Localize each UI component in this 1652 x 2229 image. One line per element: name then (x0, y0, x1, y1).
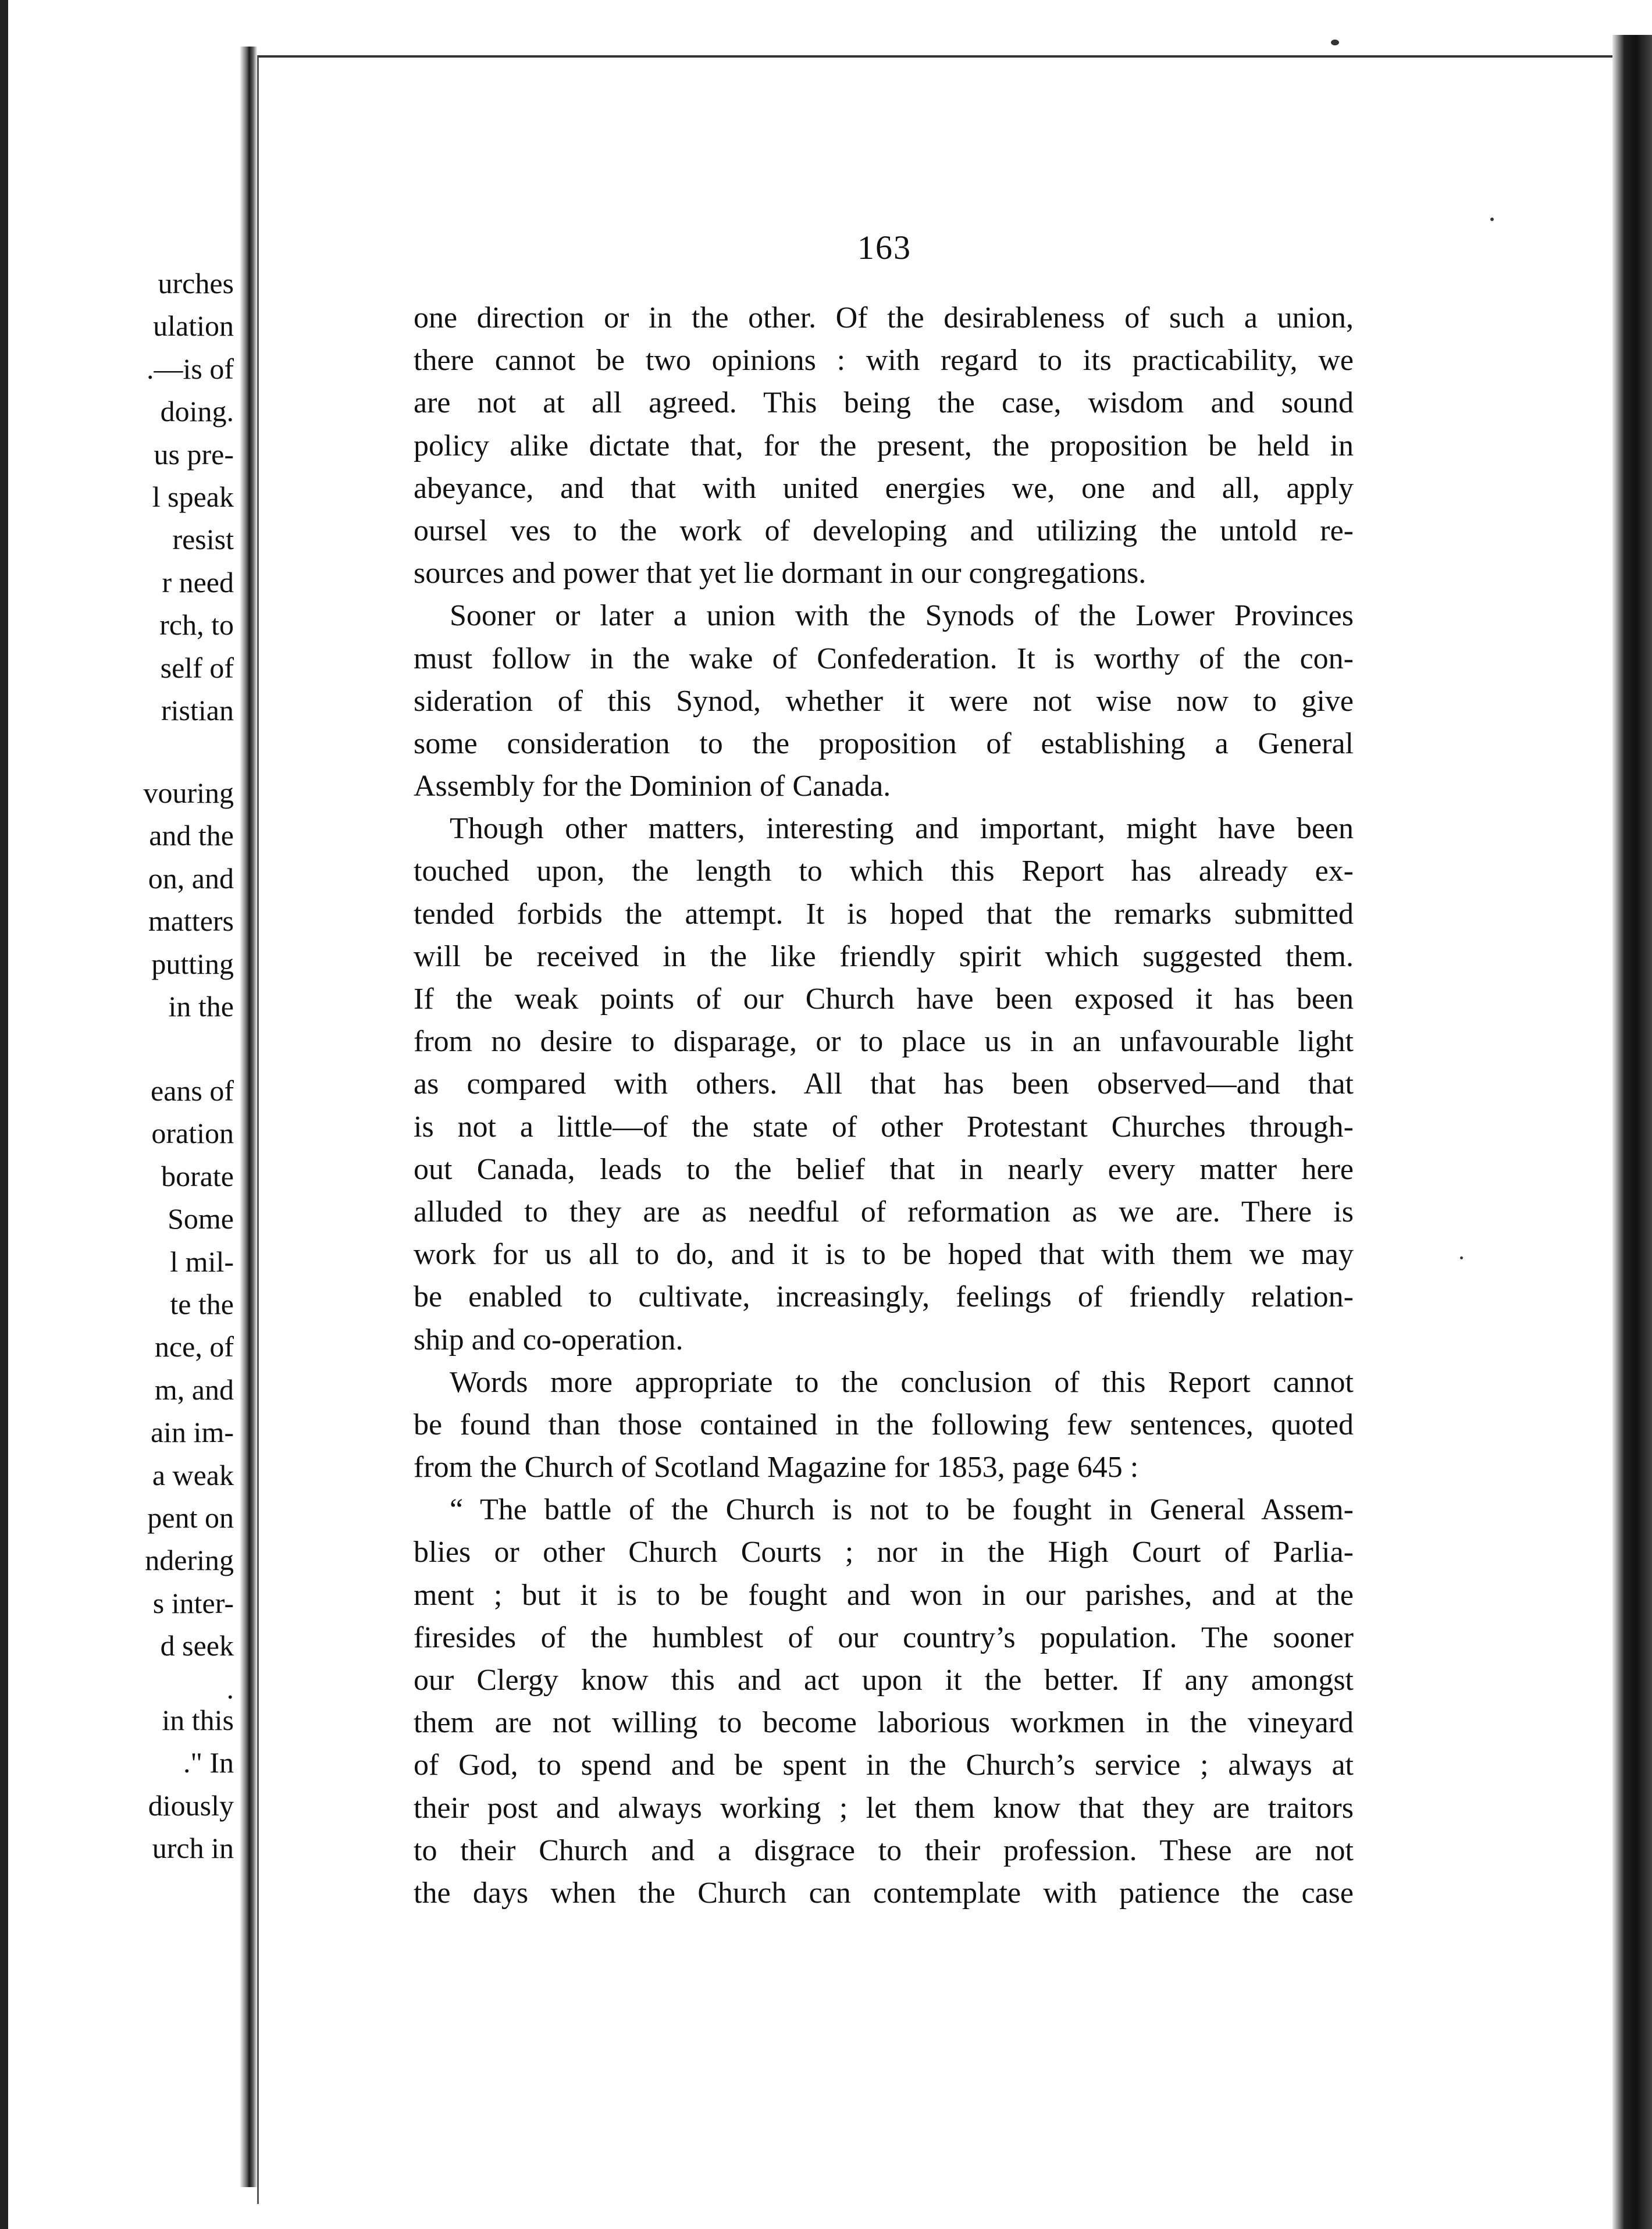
scan-speck (1490, 218, 1494, 221)
facing-page-fragment: oration (151, 1117, 234, 1150)
facing-page-fragment: nce, of (154, 1330, 234, 1363)
facing-page-fragment: vouring (143, 777, 234, 809)
facing-page-fragment: borate (161, 1159, 234, 1192)
book-gutter (240, 47, 257, 2187)
facing-page-fragment: putting (151, 947, 234, 980)
text-line: there cannot be two opinions : with regard to its practicability, we (414, 344, 1354, 378)
facing-page-fragment: r need (162, 565, 234, 599)
facing-page-fragment: resist (172, 523, 234, 556)
facing-page-fragment: ." In (183, 1746, 234, 1779)
text-line: ment ; but it is to be fought and won in our parishes, and at the (414, 1578, 1354, 1612)
facing-page-fragment: ain im- (150, 1416, 234, 1449)
text-line: of God, to spend and be spent in the Church’s service ; always at (414, 1749, 1354, 1782)
page-number: 163 (857, 229, 912, 266)
text-line: some consideration to the proposition of establishing a General (414, 727, 1354, 760)
scan-speck (1331, 40, 1339, 45)
text-line: Assembly for the Dominion of Canada. (414, 770, 891, 803)
facing-page-fragment: ndering (145, 1544, 234, 1577)
facing-page-fragment: eans of (151, 1074, 234, 1107)
text-line: touched upon, the length to which this Report has already ex- (414, 854, 1354, 888)
text-line: tended forbids the attempt. It is hoped that the remarks submitted (414, 897, 1354, 931)
text-line: out Canada, leads to the belief that in nearly every matter here (414, 1152, 1354, 1186)
scan-edge-right (1612, 35, 1652, 2229)
facing-page-fragment: m, and (154, 1373, 234, 1406)
body-text (414, 297, 1354, 1914)
text-line: one direction or in the other. Of the desirableness of such a union, (414, 301, 1354, 334)
text-line: Sooner or later a union with the Synods of the Lower Provinces (450, 599, 1354, 633)
text-line: them are not willing to become laborious workmen in the vineyard (414, 1706, 1354, 1740)
facing-page-fragment: pent on (147, 1501, 234, 1534)
facing-page-fragment: l mil- (170, 1245, 234, 1278)
text-line: from no desire to disparage, or to place us in an unfavourable light (414, 1025, 1354, 1059)
text-line: our Clergy know this and act upon it the better. If any amongst (414, 1664, 1354, 1697)
facing-page-fragment: doing. (160, 395, 234, 428)
text-line: abeyance, and that with united energies we, one and all, apply (414, 471, 1354, 505)
facing-page-fragment: matters (148, 905, 234, 938)
text-line: ship and co-operation. (414, 1323, 683, 1356)
facing-page-fragment: rch, to (159, 608, 234, 642)
scan-speck (1460, 1256, 1463, 1259)
text-line: work for us all to do, and it is to be hoped that with them we may (414, 1238, 1354, 1272)
text-line: “ The battle of the Church is not to be fought in General Assem- (450, 1493, 1354, 1527)
facing-page-fragment: us pre- (154, 437, 234, 471)
facing-page-fragment: self of (160, 651, 234, 684)
facing-page-fragment: on, and (148, 861, 234, 895)
text-line: will be received in the like friendly spirit which suggested them. (414, 939, 1354, 973)
facing-page-fragment: d seek (160, 1629, 234, 1662)
text-line: their post and always working ; let them know that they are traitors (414, 1791, 1354, 1825)
facing-page-fragment: urch in (152, 1832, 234, 1865)
facing-page-fragment: in the (168, 990, 234, 1023)
text-line: the days when the Church can contemplate with patience the case (414, 1876, 1354, 1910)
text-line: blies or other Church Courts ; nor in the High Court of Parlia- (414, 1536, 1354, 1569)
facing-page-fragment: ristian (161, 694, 234, 727)
facing-page-fragment: .—is of (147, 352, 234, 385)
text-line: oursel ves to the work of developing and utilizing the untold re- (414, 514, 1354, 547)
facing-page-fragment: l speak (152, 480, 234, 513)
text-line: policy alike dictate that, for the present, the proposition be held in (414, 429, 1354, 462)
facing-page-fragment: te the (170, 1288, 234, 1320)
text-line: Though other matters, interesting and important, might have been (450, 812, 1354, 846)
text-line: sideration of this Synod, whether it were not wise now to give (414, 684, 1354, 718)
facing-page-fragment: in this (162, 1704, 234, 1736)
facing-page-fragment: diously (148, 1789, 234, 1822)
text-line: alluded to they are as needful of reformation as we are. There is (414, 1195, 1354, 1229)
text-line: are not at all agreed. This being the case, wisdom and sound (414, 386, 1354, 420)
text-line: sources and power that yet lie dormant in our congregations. (414, 557, 1147, 590)
text-line: must follow in the wake of Confederation. It is worthy of the con- (414, 642, 1354, 675)
facing-page-fragment: s inter- (152, 1586, 234, 1619)
facing-page-fragment: Some (168, 1202, 234, 1235)
text-line: be found than those contained in the following few sentences, quoted (414, 1408, 1354, 1441)
facing-page-fragment: a weak (152, 1458, 234, 1491)
text-line: be enabled to cultivate, increasingly, feelings of friendly relation- (414, 1280, 1354, 1314)
scan-edge-left (0, 0, 8, 2229)
text-line: is not a little—of the state of other Protestant Churches through- (414, 1110, 1354, 1144)
facing-page-left (8, 35, 240, 2187)
text-line: If the weak points of our Church have been exposed it has been (414, 982, 1354, 1016)
facing-page-fragment: ulation (153, 309, 234, 343)
facing-page-fragment: and the (149, 819, 234, 852)
facing-page-fragment: . (226, 1672, 234, 1705)
facing-page-fragment: urches (158, 267, 234, 300)
text-line: as compared with others. All that has been observed—and that (414, 1067, 1354, 1101)
text-line: from the Church of Scotland Magazine for 1853, page 645 : (414, 1451, 1139, 1484)
text-line: Words more appropriate to the conclusion of this Report cannot (450, 1365, 1354, 1399)
text-line: firesides of the humblest of our country’s population. The sooner (414, 1621, 1354, 1654)
text-line: to their Church and a disgrace to their profession. These are not (414, 1833, 1354, 1867)
